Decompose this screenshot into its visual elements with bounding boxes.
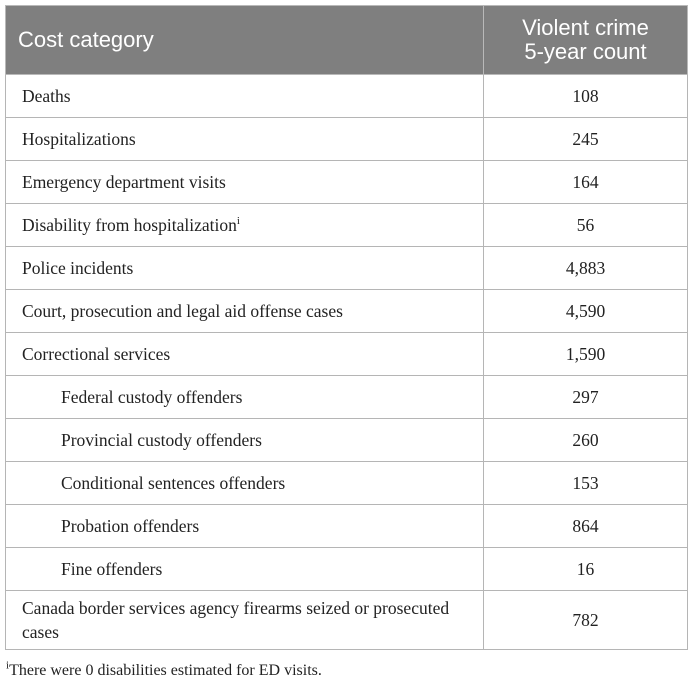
- table-row-sub: [6, 548, 688, 591]
- table-header-row: [6, 6, 688, 75]
- row-value: 245: [484, 118, 688, 161]
- row-label: Hospitalizations: [6, 118, 484, 161]
- table-row: [6, 591, 688, 650]
- header-line-2: 5-year count: [524, 39, 647, 64]
- table-container: [5, 5, 687, 680]
- row-label: Canada border services agency firearms seized or prosecuted cases: [6, 591, 484, 650]
- table-row-sub: [6, 376, 688, 419]
- row-value: 297: [484, 376, 688, 419]
- footnote-text: There were 0 disabilities estimated for ED visits.: [9, 662, 322, 679]
- table-row-sub: [6, 419, 688, 462]
- table-row: [6, 204, 688, 247]
- row-value: 4,590: [484, 290, 688, 333]
- row-label: Fine offenders: [6, 548, 484, 591]
- table-row: [6, 333, 688, 376]
- table-row: [6, 118, 688, 161]
- row-label: Correctional services: [6, 333, 484, 376]
- row-value: 56: [484, 204, 688, 247]
- row-label: Police incidents: [6, 247, 484, 290]
- row-value: 782: [484, 591, 688, 650]
- row-value: 4,883: [484, 247, 688, 290]
- row-label-with-footnote: [6, 204, 484, 247]
- footnote-marker: i: [236, 214, 240, 227]
- row-label: Federal custody offenders: [6, 376, 484, 419]
- row-value: 164: [484, 161, 688, 204]
- table-row: [6, 161, 688, 204]
- row-value: 108: [484, 75, 688, 118]
- row-label: Emergency department visits: [6, 161, 484, 204]
- cost-table: [5, 5, 688, 650]
- footnote-marker: i: [6, 659, 10, 672]
- row-label: Deaths: [6, 75, 484, 118]
- row-label: Court, prosecution and legal aid offense cases: [6, 290, 484, 333]
- row-label: Disability from hospitalization: [22, 214, 237, 235]
- row-label: Conditional sentences offenders: [6, 462, 484, 505]
- header-line-1: Violent crime: [522, 15, 649, 40]
- table-row: [6, 290, 688, 333]
- row-value: 153: [484, 462, 688, 505]
- header-violent-crime-count: [484, 6, 688, 75]
- row-value: 1,590: [484, 333, 688, 376]
- row-value: 16: [484, 548, 688, 591]
- table-row: [6, 75, 688, 118]
- row-label: Provincial custody offenders: [6, 419, 484, 462]
- row-label: Probation offenders: [6, 505, 484, 548]
- table-row-sub: [6, 505, 688, 548]
- table-row-sub: [6, 462, 688, 505]
- table-footnote: [5, 659, 687, 680]
- header-cost-category: Cost category: [6, 6, 484, 75]
- table-row: [6, 247, 688, 290]
- row-value: 864: [484, 505, 688, 548]
- row-value: 260: [484, 419, 688, 462]
